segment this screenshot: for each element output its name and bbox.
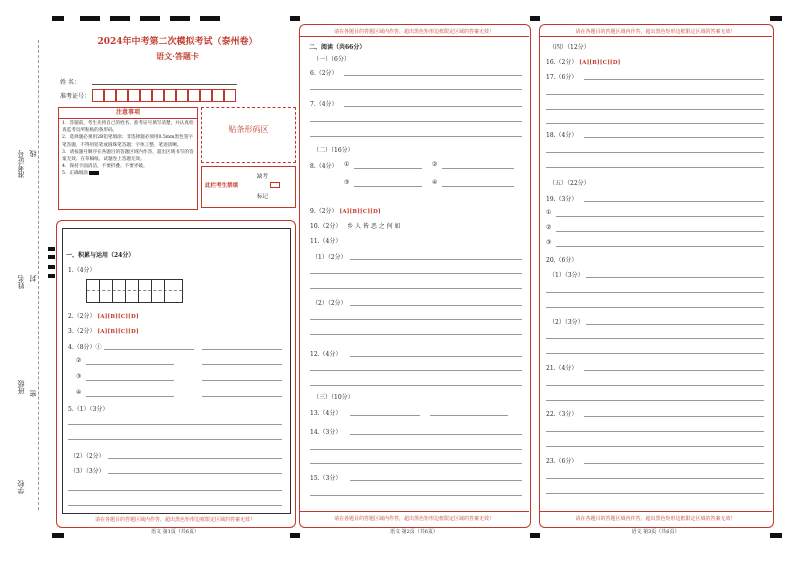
choice-options[interactable]: [A][B][C][D] bbox=[579, 60, 621, 66]
answer-line[interactable] bbox=[310, 273, 522, 274]
divider bbox=[539, 511, 772, 512]
answer-line[interactable] bbox=[108, 473, 282, 474]
answer-line[interactable] bbox=[584, 79, 764, 80]
answer-line[interactable] bbox=[546, 431, 764, 432]
answer-line[interactable] bbox=[310, 89, 522, 90]
answer-line[interactable] bbox=[354, 168, 422, 169]
answer-line[interactable] bbox=[310, 463, 522, 464]
question-13: 13.（4分） bbox=[310, 410, 342, 417]
question-21: 21.（4分） bbox=[546, 365, 578, 372]
page-title: 2024年中考第二次模拟考试（泰州卷） bbox=[97, 37, 258, 47]
answer-line[interactable] bbox=[350, 415, 420, 416]
part-title: （一）（6分） bbox=[313, 56, 350, 63]
side-label-school: 学校 bbox=[17, 480, 25, 494]
question-11-2: （2）（2分） bbox=[312, 300, 347, 307]
question-2: 2.（2分） [A][B][C][D] bbox=[68, 313, 139, 320]
notice-title: 注意事项 bbox=[59, 108, 197, 119]
answer-line[interactable] bbox=[68, 439, 282, 440]
exam-no-label: 准考证号： bbox=[60, 93, 91, 100]
answer-line[interactable] bbox=[546, 478, 764, 479]
answer-line[interactable] bbox=[202, 364, 282, 365]
question-1: 1.（4分） bbox=[68, 267, 96, 274]
answer-line[interactable] bbox=[546, 493, 764, 494]
warning-text: 请在各题目的答题区域内作答，超出黑色矩形边框限定区域的答案无效！ bbox=[575, 29, 736, 35]
exam-no-cell[interactable] bbox=[212, 89, 224, 102]
answer-line[interactable] bbox=[202, 380, 282, 381]
answer-line[interactable] bbox=[546, 167, 764, 168]
answer-line[interactable] bbox=[86, 380, 174, 381]
registration-mark bbox=[770, 16, 782, 21]
q8-sub: ① bbox=[344, 161, 350, 168]
answer-line[interactable] bbox=[350, 305, 522, 306]
registration-mark bbox=[290, 16, 300, 21]
notice-item: 4．保持卡面清洁，不要折叠、不要弄破。 bbox=[62, 164, 148, 170]
q10-text: 乡 人 皆 恶 之 何 如 bbox=[347, 223, 401, 230]
answer-line[interactable] bbox=[546, 307, 764, 308]
exam-no-cell[interactable] bbox=[224, 89, 236, 102]
registration-mark bbox=[48, 265, 55, 269]
answer-line[interactable] bbox=[546, 385, 764, 386]
question-12: 12.（4分） bbox=[310, 351, 342, 358]
question-20-1: （1）（3分） bbox=[549, 272, 584, 279]
answer-line[interactable] bbox=[310, 449, 522, 450]
name-field[interactable] bbox=[92, 84, 237, 85]
absent-mark1: 缺考 bbox=[257, 174, 269, 180]
name-label: 姓 名： bbox=[60, 79, 80, 86]
answer-line[interactable] bbox=[350, 434, 522, 435]
page-footer: 语文 第2页（共6页） bbox=[390, 529, 438, 535]
exam-no-cell[interactable] bbox=[188, 89, 200, 102]
answer-line[interactable] bbox=[584, 137, 764, 138]
question-7: 7.（4分） bbox=[310, 101, 338, 108]
answer-line[interactable] bbox=[68, 424, 282, 425]
answer-line[interactable] bbox=[202, 349, 282, 350]
answer-line[interactable] bbox=[430, 415, 508, 416]
answer-line[interactable] bbox=[86, 364, 174, 365]
answer-line[interactable] bbox=[584, 463, 764, 464]
part-title: （二）（16分） bbox=[313, 147, 354, 154]
answer-line[interactable] bbox=[546, 109, 764, 110]
section-title: 二、阅读（共66分） bbox=[309, 44, 366, 51]
answer-line[interactable] bbox=[202, 396, 282, 397]
answer-line[interactable] bbox=[310, 495, 522, 496]
q4-sub: ④ bbox=[76, 389, 82, 396]
registration-mark bbox=[170, 16, 190, 21]
question-20: 20.（6分） bbox=[546, 257, 578, 264]
warning-text: 请在各题目的答题区域内作答，超出黑色矩形边框限定区域的答案无效！ bbox=[333, 29, 494, 35]
question-20-2: （2）（3分） bbox=[549, 319, 584, 326]
answer-line[interactable] bbox=[584, 201, 764, 202]
divider bbox=[539, 36, 772, 37]
answer-line[interactable] bbox=[556, 246, 764, 247]
answer-line[interactable] bbox=[108, 458, 282, 459]
question-5-2: （2）（2分） bbox=[70, 453, 105, 460]
exam-no-cell[interactable] bbox=[164, 89, 176, 102]
answer-line[interactable] bbox=[584, 370, 764, 371]
registration-mark bbox=[530, 533, 540, 538]
absent-checkbox[interactable] bbox=[270, 182, 280, 188]
side-label-name: 姓名 bbox=[17, 275, 25, 289]
side-label-class: 班级 bbox=[17, 380, 25, 394]
registration-mark bbox=[140, 16, 160, 21]
exam-no-cell[interactable] bbox=[92, 89, 104, 102]
answer-line[interactable] bbox=[344, 106, 522, 107]
answer-line[interactable] bbox=[546, 292, 764, 293]
notice-item: 2．选择题必须用2B铅笔填涂；非选择题必须用0.5mm黑色签字笔答题，不得用铅笔或圆珠笔答题；字体工整、笔迹清晰。 bbox=[62, 135, 193, 148]
q8-sub: ③ bbox=[344, 179, 350, 186]
answer-line[interactable] bbox=[584, 416, 764, 417]
answer-line[interactable] bbox=[546, 338, 764, 339]
answer-line[interactable] bbox=[546, 152, 764, 153]
notice-box bbox=[58, 107, 198, 210]
answer-line[interactable] bbox=[104, 349, 194, 350]
barcode-label: 贴条形码区 bbox=[228, 125, 269, 134]
exam-no-cell[interactable] bbox=[104, 89, 116, 102]
registration-mark bbox=[290, 533, 300, 538]
question-5-3: （3）（3分） bbox=[70, 468, 105, 475]
fill-sample bbox=[89, 171, 99, 175]
answer-line[interactable] bbox=[354, 186, 422, 187]
choice-options[interactable]: [A][B][C][D] bbox=[97, 329, 139, 335]
page-subtitle: 语文·答题卡 bbox=[156, 51, 199, 61]
answer-line[interactable] bbox=[68, 490, 282, 491]
exam-no-cell[interactable] bbox=[152, 89, 164, 102]
question-23: 23.（6分） bbox=[546, 458, 578, 465]
answer-line[interactable] bbox=[546, 446, 764, 447]
question-17: 17.（6分） bbox=[546, 74, 578, 81]
notice-item: 1．答题前，考生先将自己的姓名、准考证号填写清楚，并认真检查监考员所粘贴的条形码。 bbox=[62, 121, 194, 134]
answer-line[interactable] bbox=[350, 480, 522, 481]
choice-options[interactable]: [A][B][C][D] bbox=[339, 209, 381, 215]
q19-sub: ② bbox=[546, 224, 552, 231]
exam-no-cell[interactable] bbox=[128, 89, 140, 102]
answer-line[interactable] bbox=[310, 319, 522, 320]
question-19: 19.（3分） bbox=[546, 196, 578, 203]
registration-mark bbox=[770, 533, 782, 538]
answer-line[interactable] bbox=[442, 168, 514, 169]
answer-line[interactable] bbox=[556, 231, 764, 232]
question-18: 18.（4分） bbox=[546, 132, 578, 139]
question-3: 3.（2分） [A][B][C][D] bbox=[68, 328, 139, 335]
q8-sub: ② bbox=[432, 161, 438, 168]
answer-line[interactable] bbox=[68, 505, 282, 506]
answer-line[interactable] bbox=[546, 123, 764, 124]
binding-dashed-line bbox=[38, 40, 39, 510]
answer-line[interactable] bbox=[546, 353, 764, 354]
answer-line[interactable] bbox=[310, 334, 522, 335]
divider bbox=[299, 511, 529, 512]
barcode-area bbox=[201, 107, 296, 163]
registration-mark bbox=[48, 274, 55, 278]
answer-line[interactable] bbox=[310, 385, 522, 386]
answer-line[interactable] bbox=[586, 324, 764, 325]
answer-line[interactable] bbox=[86, 396, 174, 397]
question-6: 6.（2分） bbox=[310, 70, 338, 77]
answer-line[interactable] bbox=[546, 400, 764, 401]
question-15: 15.（3分） bbox=[310, 475, 342, 482]
answer-line[interactable] bbox=[310, 136, 522, 137]
q4-sub: ③ bbox=[76, 373, 82, 380]
answer-line[interactable] bbox=[586, 277, 764, 278]
notice-item: 3．请按题号顺序在各题目的答题区域内作答，超出区域书写的答案无效；在草稿纸、试题卷上答题无效。 bbox=[62, 149, 194, 163]
registration-mark bbox=[530, 16, 540, 21]
registration-mark bbox=[80, 16, 100, 21]
registration-mark bbox=[200, 16, 220, 21]
notice-item: 5．正确填涂 bbox=[62, 171, 88, 177]
part-title: （五）（22分） bbox=[549, 180, 590, 187]
answer-line[interactable] bbox=[556, 216, 764, 217]
question-4: 4.（8分）① bbox=[68, 344, 102, 351]
answer-line[interactable] bbox=[350, 259, 522, 260]
side-label-line: 线 bbox=[29, 150, 37, 157]
question-22: 22.（3分） bbox=[546, 411, 578, 418]
exam-no-cell[interactable] bbox=[200, 89, 212, 102]
registration-mark bbox=[110, 16, 130, 21]
answer-line[interactable] bbox=[310, 370, 522, 371]
registration-mark bbox=[48, 247, 55, 251]
exam-no-cell[interactable] bbox=[176, 89, 188, 102]
question-5: 5.（1）（3分） bbox=[68, 406, 109, 413]
question-14: 14.（3分） bbox=[310, 429, 342, 436]
answer-line[interactable] bbox=[350, 356, 522, 357]
question-11: 11.（4分） bbox=[310, 238, 342, 245]
choice-options[interactable]: [A][B][C][D] bbox=[97, 314, 139, 320]
absent-mark2: 标记 bbox=[257, 194, 269, 200]
char-grid[interactable] bbox=[86, 279, 183, 303]
q19-sub: ③ bbox=[546, 239, 552, 246]
registration-mark bbox=[52, 16, 64, 21]
absent-label: 此栏考生禁填 bbox=[205, 183, 239, 189]
answer-line[interactable] bbox=[546, 94, 764, 95]
answer-line[interactable] bbox=[310, 121, 522, 122]
side-label-seal: 封 bbox=[29, 275, 37, 282]
part-title: （四）（12分） bbox=[549, 44, 590, 51]
warning-text: 请在各题目的答题区域内作答，超出黑色矩形边框限定区域的答案无效！ bbox=[333, 516, 494, 522]
q19-sub: ① bbox=[546, 209, 552, 216]
question-9: 9.（2分） [A][B][C][D] bbox=[310, 208, 381, 215]
exam-no-cell[interactable] bbox=[116, 89, 128, 102]
exam-no-cell[interactable] bbox=[140, 89, 152, 102]
side-label-exam-no: 准考证号 bbox=[17, 150, 25, 178]
section-title: 一、积累与运用（24分） bbox=[66, 252, 135, 259]
answer-line[interactable] bbox=[310, 288, 522, 289]
registration-mark bbox=[48, 255, 55, 259]
q4-sub: ② bbox=[76, 357, 82, 364]
question-16: 16.（2分） [A][B][C][D] bbox=[546, 59, 621, 66]
answer-line[interactable] bbox=[442, 186, 514, 187]
page-footer: 语文 第1页（共6页） bbox=[151, 529, 199, 535]
page-footer: 语文 第3页（共6页） bbox=[631, 529, 680, 535]
q8-sub: ④ bbox=[432, 179, 438, 186]
question-8: 8.（4分） bbox=[310, 163, 338, 170]
divider bbox=[299, 36, 529, 37]
part-title: （三）（10分） bbox=[313, 394, 354, 401]
warning-text: 请在各题目的答题区域内作答，超出黑色矩形边框限定区域的答案无效！ bbox=[575, 516, 736, 522]
absent-box bbox=[201, 166, 296, 208]
warning-text: 请在各题目的答题区域内作答，超出黑色矩形边框限定区域的答案无效！ bbox=[94, 517, 255, 523]
question-10: 10.（2分） 乡 人 皆 恶 之 何 如 bbox=[310, 223, 401, 230]
side-label-secret: 密 bbox=[29, 390, 37, 397]
answer-line[interactable] bbox=[344, 75, 522, 76]
question-11-1: （1）（2分） bbox=[312, 254, 347, 261]
